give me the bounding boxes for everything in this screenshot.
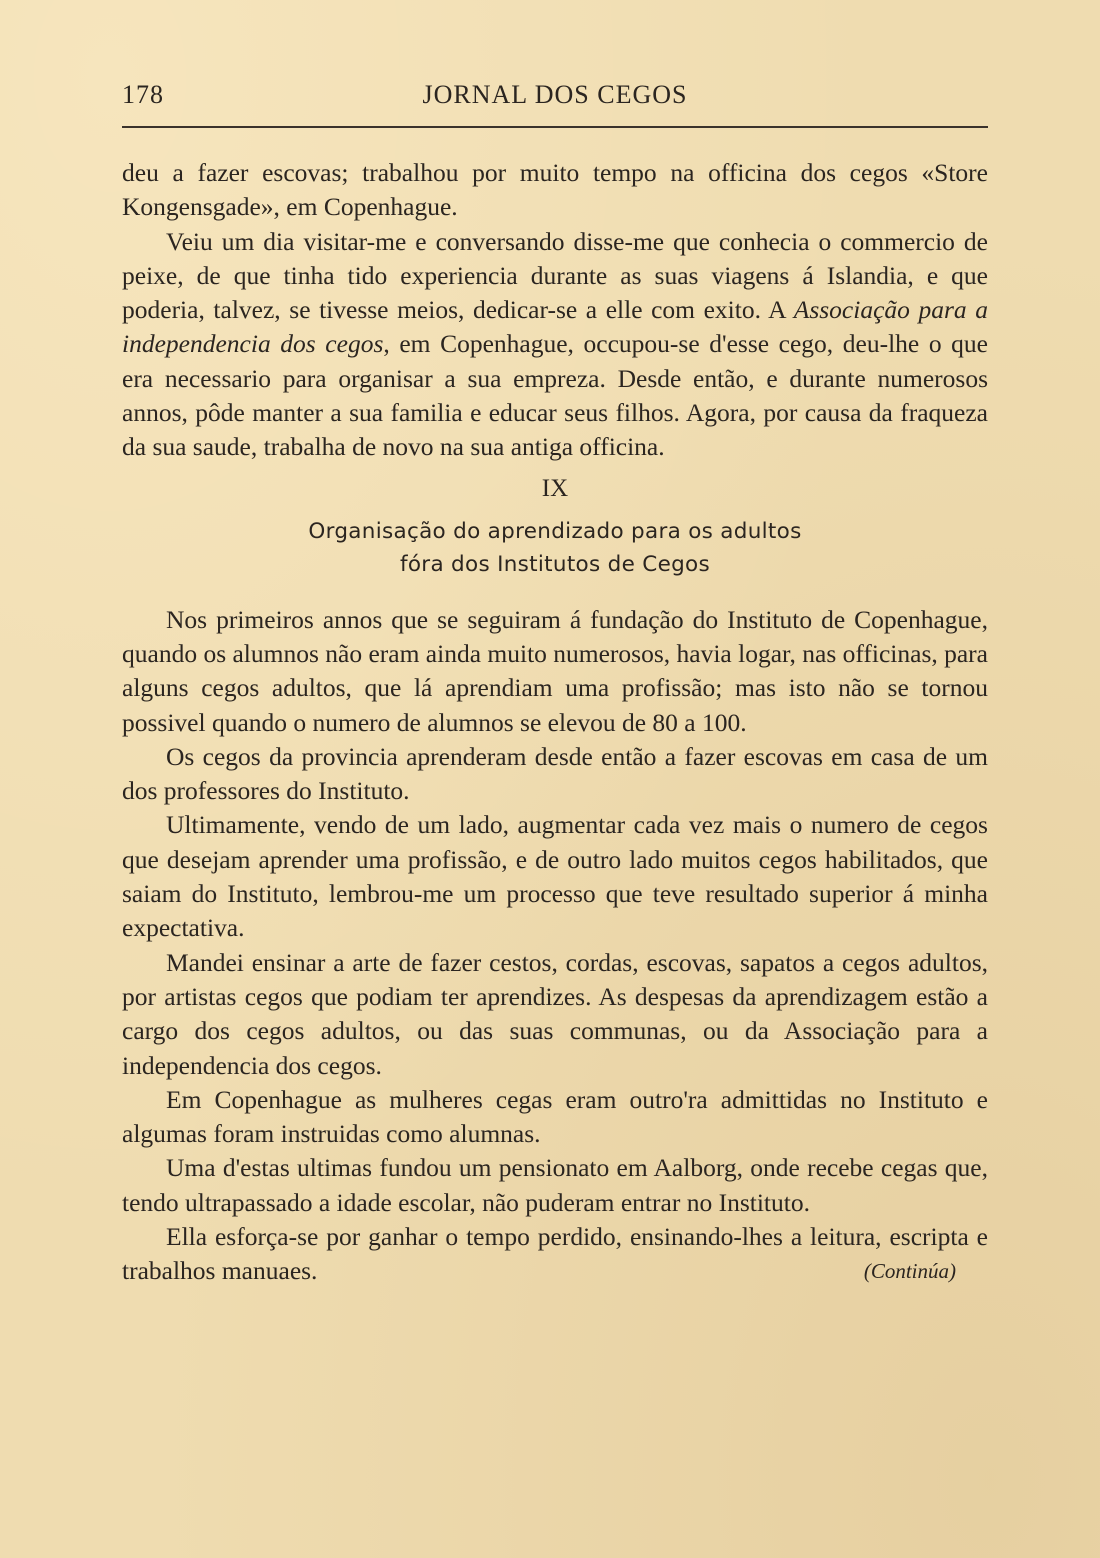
- intro-paragraph-2: [122, 225, 988, 465]
- continua-note: (Continúa): [863, 1259, 956, 1284]
- section-title-line-1: Organisação do aprendizado para os adultos: [308, 518, 802, 544]
- body-paragraph-6: Uma d'estas ultimas fundou um pensionato em Aalborg, onde recebe cegas que, tendo ultrapassado a idade escolar, não puderam entrar no Instituto.: [122, 1153, 988, 1217]
- page-number: 178: [122, 80, 164, 109]
- running-head: [122, 70, 988, 122]
- body-paragraph-3: Ultimamente, vendo de um lado, augmentar cada vez mais o numero de cegos que desejam aprender uma profissão, e de outro lado muitos cegos habilitados, que saiam do Instituto, lembrou-me um processo que teve resultado superior á minha expectativa.: [122, 810, 988, 943]
- body-paragraph-4: Mandei ensinar a arte de fazer cestos, cordas, escovas, sapatos a cegos adultos, por artistas cegos que podiam ter aprendizes. As despesas da aprendizagem estão a cargo dos cegos adultos, ou das suas communas, ou da Associação para a independencia dos cegos.: [122, 947, 988, 1080]
- intro-paragraph-1: deu a fazer escovas; trabalhou por muito tempo na officina dos cegos «Store Kongensgade», em Copenhague.: [122, 158, 988, 222]
- body-paragraph-1: Nos primeiros annos que se seguiram á fundação do Instituto de Copenhague, quando os alumnos não eram ainda muito numerosos, havia logar, nas officinas, para alguns cegos adultos, que lá aprendiam uma profissão; mas isto não se tornou possivel quando o numero de alumnos se elevou de 80 a 100.: [122, 604, 988, 737]
- section-title: [122, 515, 988, 581]
- header-rule: [122, 126, 988, 128]
- intro-paragraph-2-start: Veiu um dia visitar-me e conversando disse-me que conhecia o commercio de peixe, de que tinha tido experiencia durante as suas viagens á Islandia, e que poderia, talvez, se tivesse meios, dedicar-se a elle com exito. A: [122, 226, 988, 325]
- body-paragraph-5: Em Copenhague as mulheres cegas eram outro'ra admittidas no Instituto e algumas foram instruidas como alumnas.: [122, 1084, 988, 1149]
- intro-paragraph-2-end: , em Copenhague, occupou-se d'esse cego, deu-lhe o que era necessario para organisar a sua empreza. Desde então, e durante numerosos annos, pôde manter a sua familia e educar seus filhos. Agora, por causa da fraqueza da sua saude, trabalha de novo na sua antiga officina.: [122, 329, 988, 462]
- association-name-italic: Associação para a independencia dos cegos: [122, 295, 988, 359]
- body-paragraph-2: Os cegos da provincia aprenderam desde então a fazer escovas em casa de um dos professores do Instituto.: [122, 741, 988, 806]
- page: [122, 70, 988, 1289]
- section-title-line-2: fóra dos Institutos de Cegos: [399, 551, 710, 577]
- section-number: IX: [541, 474, 569, 502]
- journal-title: JORNAL DOS CEGOS: [422, 80, 688, 109]
- body-paragraph-7: [122, 1220, 988, 1289]
- body-paragraph-7-text: Ella esforça-se por ganhar o tempo perdido, ensinando-lhes a leitura, escripta e trabalhos manuaes.: [122, 1222, 988, 1286]
